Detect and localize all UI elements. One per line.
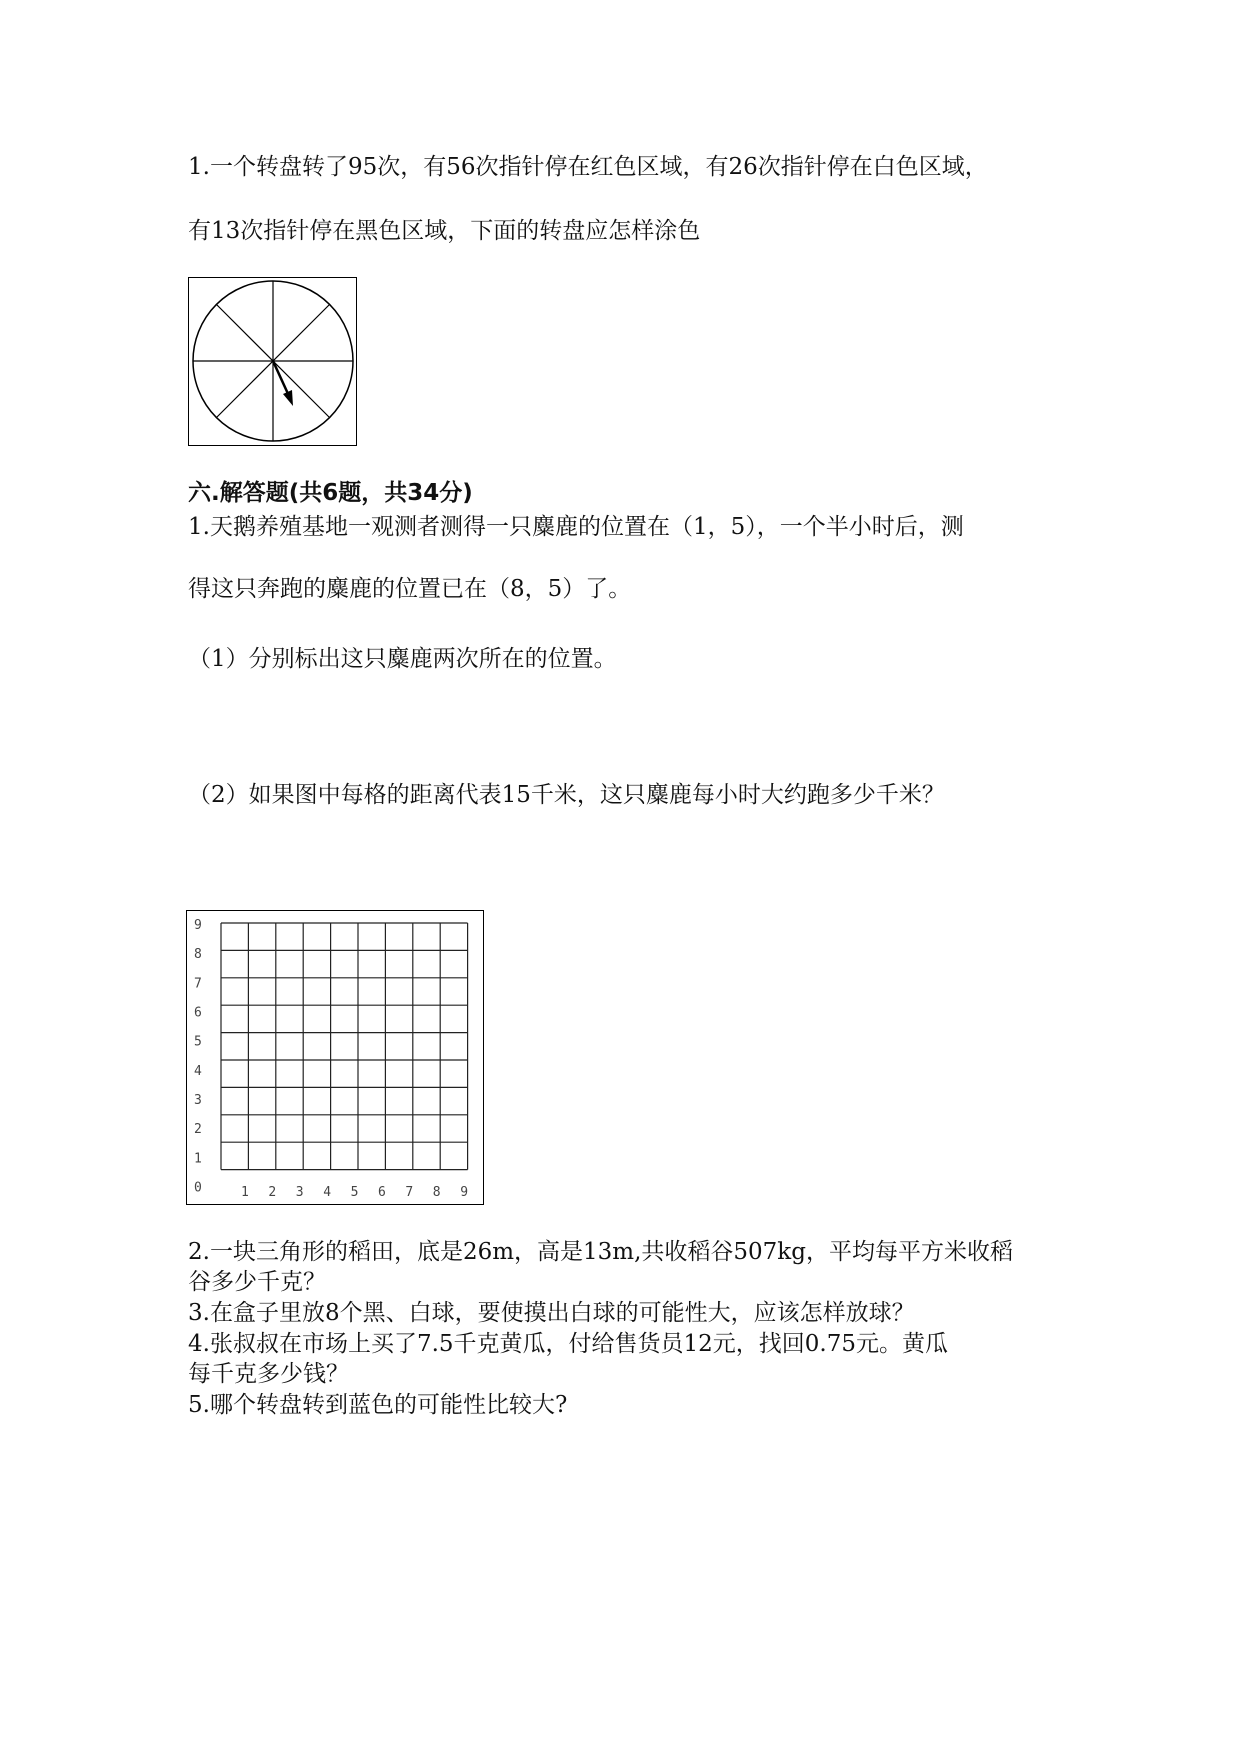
- grid-x-tick-label: 6: [378, 1185, 386, 1200]
- grid-x-tick-label: 5: [350, 1185, 359, 1200]
- q6-3: 3.在盒子里放8个黑、白球，要使摸出白球的可能性大，应该怎样放球？: [188, 1300, 915, 1326]
- grid-y-tick-label: 1: [194, 1151, 202, 1167]
- q6-1-line-1: 1.天鹅养殖基地一观测者测得一只麋鹿的位置在（1，5），一个半小时后，测: [188, 514, 964, 540]
- grid-y-tick-label: 7: [194, 976, 202, 992]
- spinner-pointer: [273, 361, 289, 396]
- coordinate-grid-figure: [186, 910, 484, 1205]
- grid-y-tick-label: 3: [194, 1093, 202, 1109]
- grid-x-tick-label: 1: [241, 1185, 249, 1200]
- grid-y-tick-label: 4: [194, 1063, 202, 1079]
- grid-x-tick-label: 4: [323, 1185, 332, 1200]
- grid-x-tick-label: 2: [268, 1185, 277, 1200]
- grid-y-tick-label: 6: [194, 1005, 202, 1021]
- grid-y-tick-label: 5: [194, 1034, 202, 1050]
- q5-1-line-1: 1.一个转盘转了95次，有56次指针停在红色区域，有26次指针停在白色区域，: [188, 154, 988, 180]
- grid-y-tick-label: 0: [194, 1180, 202, 1196]
- q5-1-line-2: 有13次指针停在黑色区域，下面的转盘应怎样涂色: [188, 218, 701, 244]
- q6-1-sub-2: （2）如果图中每格的距离代表15千米，这只麋鹿每小时大约跑多少千米？: [188, 782, 945, 808]
- q6-5: 5.哪个转盘转到蓝色的可能性比较大?: [188, 1392, 568, 1418]
- section-6-heading: 六.解答题(共6题，共34分): [188, 480, 473, 506]
- grid-y-tick-label: 8: [194, 947, 202, 963]
- grid-x-tick-label: 8: [432, 1185, 441, 1200]
- spinner-figure: [188, 277, 357, 446]
- grid-y-tick-label: 9: [194, 918, 202, 933]
- grid-y-tick-label: 2: [194, 1122, 202, 1138]
- q6-1-line-2: 得这只奔跑的麋鹿的位置已在（8，5）了。: [188, 576, 632, 602]
- q6-4-line-2: 每千克多少钱？: [188, 1361, 349, 1387]
- spinner-pointer-arrowhead: [283, 390, 293, 406]
- q6-2-line-2: 谷多少千克？: [188, 1269, 326, 1295]
- q6-4-line-1: 4.张叔叔在市场上买了7.5千克黄瓜，付给售货员12元，找回0.75元。黄瓜: [188, 1331, 948, 1357]
- grid-x-tick-label: 3: [295, 1185, 304, 1200]
- q6-1-sub-1: （1）分别标出这只麋鹿两次所在的位置。: [188, 646, 617, 672]
- grid-x-tick-label: 9: [460, 1185, 469, 1200]
- q6-2-line-1: 2.一块三角形的稻田，底是26m，高是13m,共收稻谷507kg，平均每平方米收稻: [188, 1239, 1013, 1265]
- grid-x-tick-label: 7: [405, 1185, 414, 1200]
